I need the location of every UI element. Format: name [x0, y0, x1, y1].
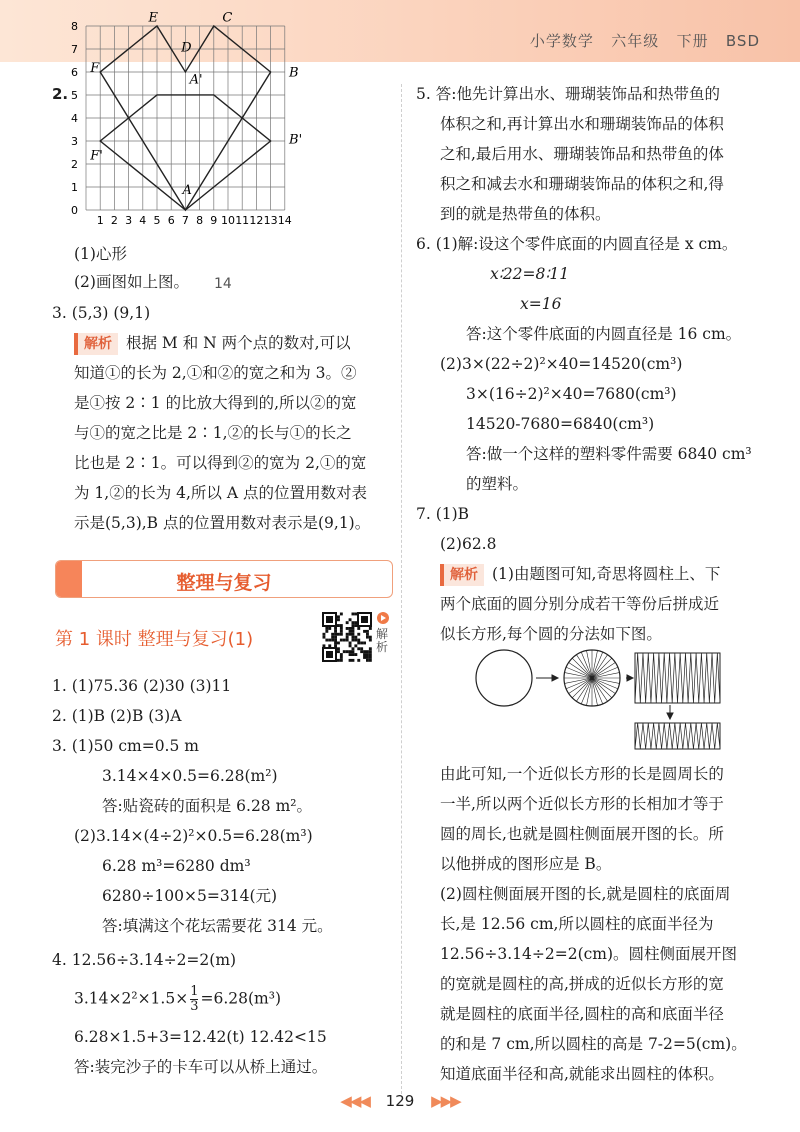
prev-arrows-icon: ◀◀◀: [340, 1092, 369, 1110]
answer-6-line-1: 6. (1)解:设这个零件底面的内圆直径是 x cm。: [416, 235, 738, 253]
analysis-7-more-11: 知道底面半径和高,就能求出圆柱的体积。: [440, 1065, 724, 1083]
qr-module: [354, 653, 357, 656]
coordinate-grid: [62, 10, 303, 236]
qr-module: [340, 613, 343, 616]
x-tick-label: 12: [249, 214, 264, 227]
answer-5-line-3: 之和,最后用水、珊瑚装饰品和热带鱼的体: [440, 145, 724, 163]
answer-3-line-6: 6280÷100×5=314(元): [102, 887, 278, 905]
qr-module: [325, 639, 328, 642]
qr-module: [349, 644, 352, 647]
analysis-1-line-7: 示是(5,3),B 点的位置用数对表示是(9,1)。: [74, 514, 371, 532]
qr-module: [340, 639, 343, 642]
header-bar: [0, 0, 800, 62]
qr-module: [352, 630, 355, 633]
qr-module: [354, 624, 357, 627]
section-banner: [55, 560, 393, 598]
qr-module: [334, 636, 337, 639]
qr-module: [337, 659, 340, 662]
answer-5-line-1: 5. 答:他先计算出水、珊瑚装饰品和热带鱼的: [416, 85, 720, 103]
header-subject: 小学数学: [529, 32, 594, 50]
answer-3-line-2: 3.14×4×0.5=6.28(m²): [102, 767, 278, 785]
zigzag-sectors: [635, 653, 720, 703]
qr-module: [354, 621, 357, 624]
analysis-tag: 解析: [74, 333, 118, 355]
qr-module: [363, 656, 366, 659]
qr-module: [346, 639, 349, 642]
point-label: B': [289, 132, 303, 148]
analysis-7-more-10: 的和是 7 cm,所以圆柱的高是 7-2=5(cm)。: [440, 1035, 747, 1053]
qr-module: [334, 627, 337, 630]
qr-module: [340, 633, 343, 636]
answer-2: 2. (1)B (2)B (3)A: [52, 707, 182, 725]
qr-module: [352, 624, 355, 627]
qr-module: [343, 650, 346, 653]
answer-3: 3. (5,3) (9,1): [52, 304, 151, 322]
x-tick-label: 10: [221, 214, 235, 227]
qr-module: [340, 624, 343, 627]
qr-module: [328, 627, 331, 630]
qr-module: [366, 633, 369, 636]
answer-4-line-2: 3.14×2²×1.5× $\frac{1}{3}$ =6.28(m³): [74, 984, 281, 1014]
column-divider: [401, 84, 402, 1094]
answer-6-line-3: x=16: [520, 295, 562, 313]
qr-module: [323, 633, 326, 636]
circle-split-diagram: [470, 645, 760, 755]
qr-module: [354, 636, 357, 639]
qr-label: 解析: [376, 627, 389, 654]
answer-2-2: (2)画图如上图。: [74, 273, 189, 291]
answer-4-line-1: 4. 12.56÷3.14÷2=2(m): [52, 951, 237, 969]
answer-5-line-2: 体积之和,再计算出水和珊瑚装饰品的体积: [440, 115, 724, 133]
arrow-down: [667, 705, 673, 719]
qr-module: [352, 627, 355, 630]
y-tick-label: 8: [71, 19, 78, 33]
fraction-one-third: $\frac{1}{3}$: [190, 984, 199, 1014]
answer-3-line-4: (2)3.14×(4÷2)²×0.5=6.28(m³): [74, 827, 313, 845]
answer-6-line-7: 14520-7680=6840(cm³): [466, 415, 655, 433]
answer-6-line-9: 的塑料。: [466, 475, 529, 493]
qr-module: [352, 639, 355, 642]
arrow-right-1: [536, 675, 558, 681]
analysis-1-line-1: 解析 根据 M 和 N 两个点的数对,可以: [74, 333, 351, 355]
x-tick-label: 6: [167, 214, 175, 227]
circle-sector-line: [592, 678, 612, 698]
answer-6-line-5: (2)3×(22÷2)²×40=14520(cm³): [440, 355, 683, 373]
qr-module: [331, 633, 334, 636]
qr-module: [334, 642, 337, 645]
qr-module: [325, 630, 328, 633]
qr-module: [349, 618, 352, 621]
lesson-title: 第 1 课时 整理与复习(1): [55, 629, 254, 650]
qr-module: [354, 644, 357, 647]
answer-7-line-2: (2)62.8: [440, 535, 497, 553]
answer-6-line-2: x∶22=8∶11: [490, 265, 570, 283]
qr-module: [337, 633, 340, 636]
analysis-7-more-1: 由此可知,一个近似长方形的长是圆周长的: [440, 765, 724, 783]
x-tick-label: 4: [139, 214, 147, 227]
point-label: E: [148, 10, 158, 26]
qr-module: [369, 653, 372, 656]
qr-module: [328, 644, 331, 647]
x-tick-label: 3: [125, 214, 133, 227]
answer-4-line-3: 6.28×1.5+3=12.42(t) 12.42<15: [74, 1028, 327, 1046]
qr-finder: [326, 616, 333, 623]
qr-module: [363, 653, 366, 656]
y-tick-label: 7: [71, 42, 78, 56]
x-tick-label: 14: [277, 214, 292, 227]
qr-module: [363, 630, 366, 633]
qr-module: [340, 659, 343, 662]
qr-module: [369, 650, 372, 653]
qr-module: [337, 624, 340, 627]
y-tick-label: 1: [71, 180, 78, 194]
qr-module: [334, 644, 337, 647]
qr-module: [331, 636, 334, 639]
qr-module: [323, 636, 326, 639]
header-edition: BSD: [725, 32, 760, 50]
x-tick-label: 1: [96, 214, 104, 227]
x-tick-label: 2: [110, 214, 118, 227]
point-label: F': [90, 148, 103, 164]
qr-module: [354, 639, 357, 642]
qr-module: [346, 650, 349, 653]
qr-module: [369, 627, 372, 630]
answer-2-1: (1)心形: [74, 245, 127, 263]
analysis-7-line-1: 解析 (1)由题图可知,奇思将圆柱上、下: [440, 564, 720, 586]
qr-module: [366, 653, 369, 656]
qr-module: [349, 633, 352, 636]
qr-module: [369, 659, 372, 662]
y-tick-label: 2: [71, 157, 78, 171]
qr-module: [357, 642, 360, 645]
qr-module: [366, 650, 369, 653]
qr-module: [352, 633, 355, 636]
point-label: D: [181, 40, 192, 56]
qr-module: [363, 642, 366, 645]
qr-module: [360, 642, 363, 645]
qr-module: [346, 633, 349, 636]
qr-module: [337, 650, 340, 653]
qr-module: [369, 639, 372, 642]
point-label: C: [222, 10, 233, 26]
qr-module: [346, 636, 349, 639]
analysis-1-line-5: 比也是 2∶1。可以得到②的宽为 2,①的宽: [74, 454, 367, 472]
point-label: F: [90, 60, 100, 76]
approx-rectangle-1: [635, 653, 720, 703]
qr-module: [360, 647, 363, 650]
whole-circle: [476, 650, 532, 706]
x-tick-label: 13: [263, 214, 278, 227]
qr-module: [340, 627, 343, 630]
question-2-number: 2.: [52, 85, 69, 103]
answer-5-line-5: 到的就是热带鱼的体积。: [440, 205, 611, 223]
y-tick-label: 0: [71, 204, 78, 217]
next-arrows-icon: ▶▶▶: [431, 1092, 460, 1110]
qr-module: [352, 653, 355, 656]
analysis-7-more-8: 的宽就是圆柱的高,拼成的近似长方形的宽: [440, 975, 724, 993]
qr-module: [363, 650, 366, 653]
play-icon[interactable]: [377, 612, 389, 624]
x-tick-label: 7: [181, 214, 189, 227]
qr-module: [328, 639, 331, 642]
qr-module: [337, 615, 340, 618]
analysis-7-more-6: 长,是 12.56 cm,所以圆柱的底面半径为: [440, 915, 714, 933]
x-tick-label: 11: [235, 214, 250, 227]
analysis-1-line-4: 与①的宽之比是 2∶1,②的长与①的长之: [74, 424, 352, 442]
y-tick-label: 6: [71, 65, 78, 79]
qr-module: [357, 639, 360, 642]
y-tick-label: 4: [71, 111, 78, 125]
x-tick-label: 8: [196, 214, 204, 227]
page-number: 129: [385, 1092, 415, 1110]
header-grade: 六年级: [611, 32, 660, 50]
qr-module: [323, 644, 326, 647]
qr-module: [349, 630, 352, 633]
qr-module: [349, 627, 352, 630]
qr-finder: [361, 616, 368, 623]
x-tick-label: 9: [210, 214, 218, 227]
qr-code[interactable]: [322, 612, 372, 662]
y-tick-label: 3: [71, 134, 78, 148]
point-label: A: [182, 182, 192, 198]
qr-module: [352, 659, 355, 662]
answer-6-line-6: 3×(16÷2)²×40=7680(cm³): [466, 385, 677, 403]
qr-module: [349, 650, 352, 653]
qr-finder: [326, 651, 333, 658]
qr-module: [357, 627, 360, 630]
analysis-1-line-2: 知道①的长为 2,①和②的宽之和为 3。②: [74, 364, 357, 382]
qr-module: [340, 653, 343, 656]
qr-module: [352, 647, 355, 650]
analysis-7-more-3: 圆的周长,也就是圆柱侧面展开图的长。所: [440, 825, 724, 843]
qr-module: [325, 627, 328, 630]
circle-sector-line: [572, 678, 592, 698]
qr-module: [349, 642, 352, 645]
analysis-7-more-9: 就是圆柱的底面半径,圆柱的高和底面半径: [440, 1005, 724, 1023]
qr-module: [349, 653, 352, 656]
header-text: [530, 30, 760, 51]
answer-3-line-3: 答:贴瓷砖的面积是 6.28 m²。: [102, 797, 312, 815]
analysis-1-line-3: 是①按 2∶1 的比放大得到的,所以②的宽: [74, 394, 357, 412]
qr-module: [366, 659, 369, 662]
qr-module: [357, 659, 360, 662]
qr-module: [366, 636, 369, 639]
qr-module: [352, 621, 355, 624]
qr-module: [354, 613, 357, 616]
qr-module: [357, 647, 360, 650]
arrow-right-2: [626, 675, 633, 681]
qr-module: [369, 636, 372, 639]
qr-module: [334, 630, 337, 633]
point-label: B: [289, 65, 299, 81]
qr-module: [337, 618, 340, 621]
x-tick-label: 5: [153, 214, 161, 227]
answer-3-line-7: 答:填满这个花坛需要花 314 元。: [102, 917, 333, 935]
qr-module: [346, 621, 349, 624]
analysis-1-line-6: 为 1,②的长为 4,所以 A 点的位置用数对表: [74, 484, 367, 502]
qr-module: [352, 636, 355, 639]
analysis-tag-7: 解析: [440, 564, 484, 586]
header-term: 下册: [676, 32, 709, 50]
answer-3-line-1: 3. (1)50 cm=0.5 m: [52, 737, 199, 755]
zigzag-sectors: [635, 723, 720, 749]
answer-6-line-8: 答:做一个这样的塑料零件需要 6840 cm³: [466, 445, 752, 463]
qr-module: [337, 642, 340, 645]
qr-module: [366, 656, 369, 659]
approx-rectangle-2: [635, 723, 720, 749]
circle-sector-line: [572, 658, 592, 678]
divided-circle: [564, 650, 620, 706]
qr-module: [343, 639, 346, 642]
answer-4-line-4: 答:装完沙子的卡车可以从桥上通过。: [74, 1058, 328, 1076]
margin-mark: 14: [214, 276, 232, 292]
qr-module: [352, 650, 355, 653]
point-label: A': [189, 72, 203, 88]
qr-module: [331, 639, 334, 642]
answer-7-line-1: 7. (1)B: [416, 505, 470, 523]
answer-1: 1. (1)75.36 (2)30 (3)11: [52, 677, 232, 695]
qr-module: [369, 656, 372, 659]
qr-module: [334, 633, 337, 636]
qr-module: [337, 647, 340, 650]
analysis-7-more-4: 以他拼成的图形应是 B。: [440, 855, 612, 873]
qr-module: [340, 630, 343, 633]
y-tick-label: 5: [71, 88, 78, 102]
answer-3-line-5: 6.28 m³=6280 dm³: [102, 857, 251, 875]
qr-module: [352, 613, 355, 616]
analysis-7-more-7: 12.56÷3.14÷2=2(cm)。圆柱侧面展开图: [440, 945, 738, 963]
section-title: 整理与复习: [176, 572, 272, 594]
qr-module: [366, 630, 369, 633]
analysis-7-line-2: 两个底面的圆分别分成若干等份后拼成近: [440, 595, 720, 613]
qr-module: [369, 647, 372, 650]
analysis-7-line-3: 似长方形,每个圆的分法如下图。: [440, 625, 662, 643]
qr-module: [340, 656, 343, 659]
qr-module: [334, 639, 337, 642]
analysis-7-more-5: (2)圆柱侧面展开图的长,就是圆柱的底面周: [440, 885, 731, 903]
answer-5-line-4: 积之和减去水和珊瑚装饰品的体积之和,得: [440, 175, 724, 193]
page-footer: [0, 1092, 800, 1110]
answer-6-line-4: 答:这个零件底面的内圆直径是 16 cm。: [466, 325, 742, 343]
analysis-7-more-2: 一半,所以两个近似长方形的长相加才等于: [440, 795, 724, 813]
qr-module: [349, 659, 352, 662]
qr-module: [346, 627, 349, 630]
qr-module: [360, 650, 363, 653]
qr-module: [357, 633, 360, 636]
circle-sector-line: [592, 658, 612, 678]
